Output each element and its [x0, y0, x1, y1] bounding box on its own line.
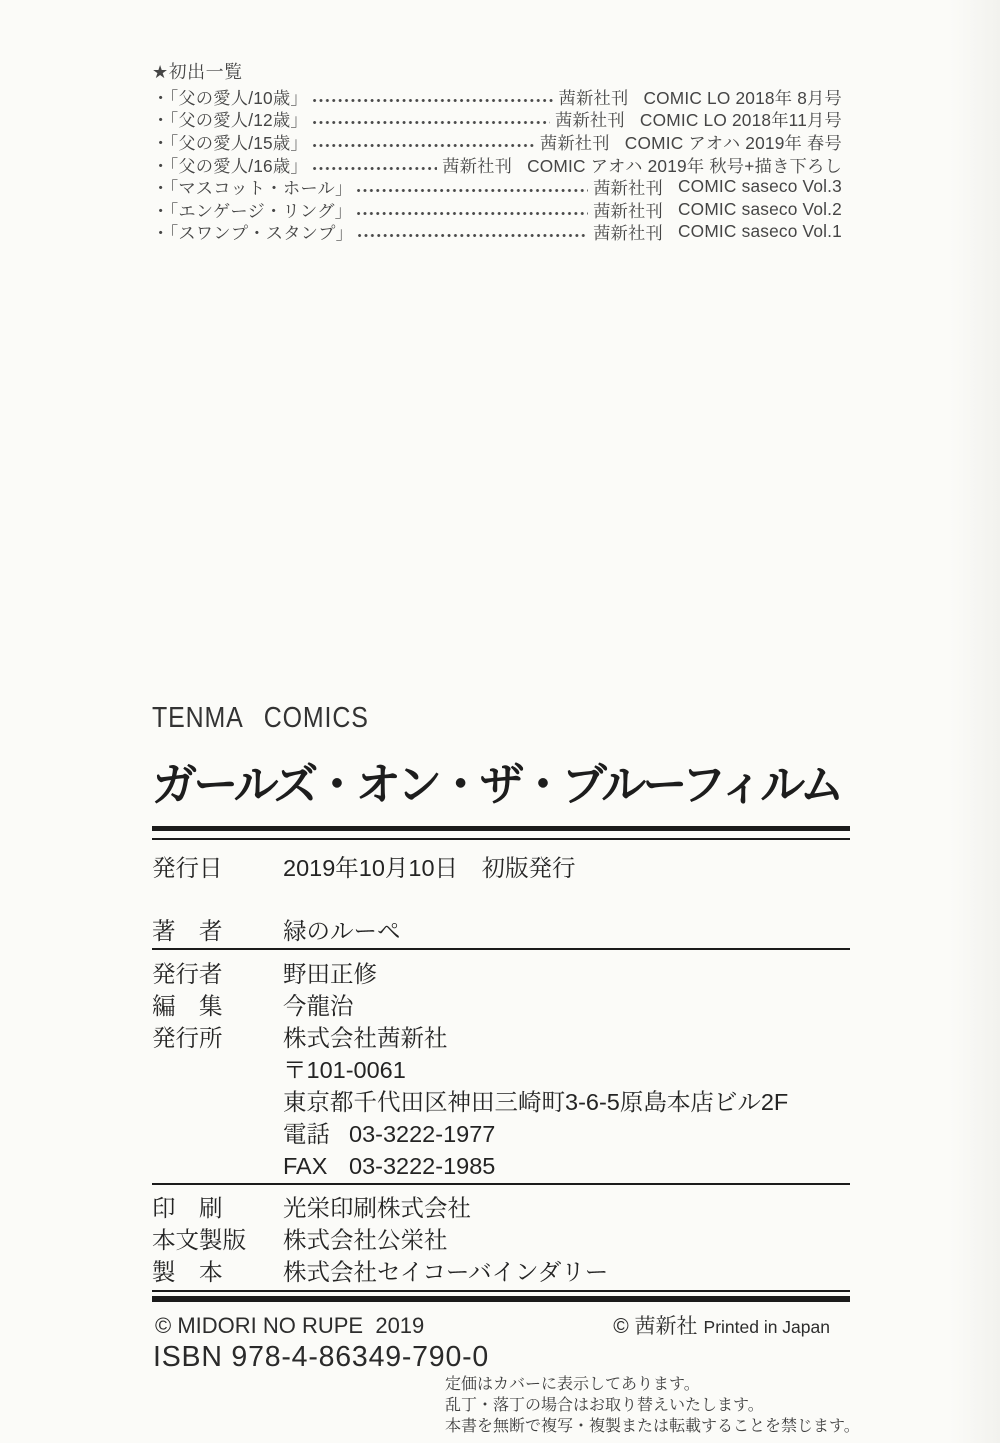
editor-row — [152, 990, 850, 1022]
isbn: ISBN 978-4-86349-790-0 — [153, 1341, 490, 1373]
fax-label: FAX — [283, 1153, 328, 1179]
publication-publisher: 茜新社刊 — [558, 87, 629, 108]
publication-publisher: 茜新社刊 — [593, 178, 663, 199]
publication-source: COMIC アオハ 2019年 秋号+描き下ろし — [527, 155, 842, 176]
typesetting-row — [152, 1224, 850, 1256]
publication-source: COMIC LO 2018年 8月号 — [643, 87, 842, 108]
author-row — [152, 917, 850, 945]
fax-value: 03-3222-1985 — [349, 1153, 496, 1179]
address-line: 東京都千代田区神田三崎町3-6-5原島本店ビル2F — [283, 1089, 789, 1115]
tenma-comics-logo: TENMA COMICS — [152, 702, 369, 734]
dotted-leader — [357, 212, 588, 215]
publication-source: COMIC saseco Vol.3 — [678, 176, 842, 197]
address-row — [152, 1086, 850, 1118]
dotted-leader — [313, 167, 437, 170]
publishing-office-value: 株式会社茜新社 — [283, 1025, 448, 1051]
publication-item — [152, 108, 842, 131]
copyright-publisher: © 茜新社 — [613, 1315, 698, 1338]
printing-value: 光栄印刷株式会社 — [283, 1195, 471, 1221]
first-publication-list — [152, 60, 842, 243]
colophon-section-issue — [152, 840, 850, 945]
notices-block — [445, 1375, 860, 1437]
publication-source: COMIC LO 2018年11月号 — [639, 110, 842, 131]
publication-source: COMIC saseco Vol.1 — [678, 221, 842, 242]
divider-thin-bottom — [152, 1290, 850, 1292]
publishing-office-label: 発行所 — [152, 1025, 223, 1051]
editor-value: 今龍治 — [283, 993, 354, 1019]
divider-thick-top — [152, 826, 850, 831]
phone-label: 電話 — [283, 1121, 330, 1147]
publication-publisher: 茜新社刊 — [593, 200, 663, 221]
publication-title: ・「父の愛人/15歳」 — [152, 132, 308, 153]
dotted-leader — [358, 234, 588, 237]
issue-date-label: 発行日 — [152, 855, 223, 881]
publication-publisher: 茜新社刊 — [539, 132, 610, 153]
first-publication-header: ★初出一覧 — [152, 62, 243, 82]
postal-code: 〒101-0061 — [283, 1057, 406, 1083]
publishing-office-row — [152, 1022, 850, 1054]
fax-row — [152, 1150, 850, 1182]
publication-title: ・「父の愛人/16歳」 — [152, 155, 308, 176]
label-spacer — [152, 1118, 283, 1150]
postal-code-row — [152, 1054, 850, 1086]
publication-source: COMIC アオハ 2019年 春号 — [624, 132, 842, 153]
notice-line: 乱丁・落丁の場合はお取り替えいたします。 — [445, 1396, 764, 1414]
editor-label: 編 集 — [152, 993, 223, 1019]
typesetting-value: 株式会社公栄社 — [283, 1227, 448, 1253]
issue-date-value: 2019年10月10日 初版発行 — [283, 855, 576, 881]
publication-publisher: 茜新社刊 — [593, 223, 663, 244]
publication-title: ・「父の愛人/10歳」 — [152, 87, 308, 108]
publication-publisher: 茜新社刊 — [554, 110, 625, 131]
printing-row — [152, 1192, 850, 1224]
publication-item — [152, 221, 842, 244]
colophon-section-publisher — [152, 950, 850, 1183]
binding-value: 株式会社セイコーバインダリー — [283, 1259, 609, 1285]
publication-title: ・「エンゲージ・リング」 — [152, 200, 353, 221]
phone-row — [152, 1118, 850, 1150]
publication-item — [152, 153, 842, 176]
publication-title: ・「スワンプ・スタンプ」 — [152, 223, 354, 244]
publisher-label: 発行者 — [152, 961, 223, 987]
publisher-value: 野田正修 — [283, 961, 377, 987]
publication-title: ・「父の愛人/12歳」 — [152, 110, 308, 131]
publication-item — [152, 175, 842, 198]
author-label: 著 者 — [152, 918, 223, 944]
binding-label: 製 本 — [152, 1259, 223, 1285]
issue-date-row — [152, 854, 850, 882]
book-title: ガールズ・オン・ザ・ブルーフィルム — [152, 759, 841, 810]
colophon-section-printing — [152, 1185, 850, 1289]
label-spacer — [152, 1150, 283, 1182]
publication-source: COMIC saseco Vol.2 — [678, 198, 842, 219]
label-spacer — [152, 1086, 283, 1118]
publication-item — [152, 85, 842, 108]
dotted-leader — [357, 189, 588, 192]
colophon-block — [152, 702, 850, 1302]
typesetting-label: 本文製版 — [152, 1227, 246, 1253]
publication-item — [152, 198, 842, 221]
printed-in-japan: Printed in Japan — [703, 1317, 830, 1337]
author-value: 緑のルーペ — [283, 918, 401, 944]
copyright-publisher-line — [613, 1315, 830, 1339]
notice-line: 本書を無断で複写・複製または転載することを禁じます。 — [445, 1417, 860, 1435]
copyright-author: © MIDORI NO RUPE 2019 — [155, 1313, 425, 1338]
printing-label: 印 刷 — [152, 1195, 223, 1221]
notice-line: 定価はカバーに表示してあります。 — [445, 1376, 700, 1393]
dotted-leader — [313, 121, 550, 124]
publisher-row — [152, 958, 850, 990]
publication-title: ・「マスコット・ホール」 — [152, 178, 353, 199]
dotted-leader — [313, 99, 554, 102]
dotted-leader — [313, 144, 535, 147]
binding-row — [152, 1256, 850, 1288]
label-spacer — [152, 1054, 283, 1086]
phone-value: 03-3222-1977 — [349, 1121, 496, 1147]
publication-publisher: 茜新社刊 — [442, 155, 513, 176]
publication-item — [152, 130, 842, 153]
divider-thick-bottom — [152, 1296, 850, 1302]
